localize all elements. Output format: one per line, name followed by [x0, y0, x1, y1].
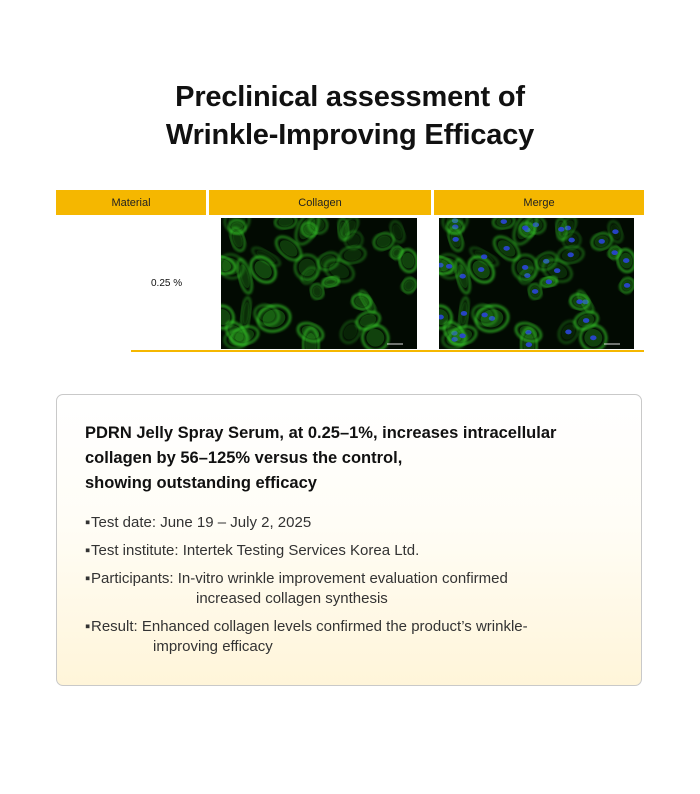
results-table — [56, 190, 644, 354]
title-line-1: Preclinical assessment of — [175, 81, 525, 113]
header-merge: Merge — [434, 190, 644, 215]
cell-nucleus — [558, 227, 564, 232]
bullet-marker: ▪ — [85, 514, 91, 531]
bullet-continuation: improving efficacy — [153, 638, 273, 655]
bullet-label: Result: — [91, 618, 142, 635]
cell-nucleus — [590, 335, 596, 340]
bullet-label: Participants: — [91, 570, 178, 587]
cell-nucleus — [623, 258, 629, 263]
cell-nucleus — [446, 264, 452, 269]
table-bottom-rule — [131, 350, 644, 352]
test-details-list — [85, 513, 625, 665]
bullet-text: Intertek Testing Services Korea Ltd. — [182, 542, 420, 559]
bullet-result — [85, 617, 625, 657]
cell-nucleus — [554, 268, 560, 273]
cell-nucleus — [478, 267, 484, 272]
cell-nucleus — [611, 250, 617, 255]
cell-nucleus — [612, 229, 618, 234]
bullet-text: Enhanced collagen levels confirmed the product’s wrinkle- — [141, 618, 528, 635]
cell-nucleus — [503, 246, 509, 251]
merge-fluorescence-image — [439, 218, 634, 349]
cell-nucleus — [567, 252, 573, 257]
cell-nucleus — [568, 238, 574, 243]
header-collagen: Collagen — [209, 190, 431, 215]
bullet-test-institute — [85, 541, 625, 561]
collagen-fluorescence-image — [221, 218, 417, 349]
cell-nucleus — [546, 279, 552, 284]
headline-line-3: showing outstanding efficacy — [85, 474, 317, 492]
cell-nucleus — [481, 313, 487, 318]
page-title — [0, 78, 700, 154]
bullet-marker: ▪ — [85, 618, 91, 635]
cell-nucleus — [599, 239, 605, 244]
material-concentration: 0.25 % — [151, 278, 183, 289]
bullet-marker: ▪ — [85, 542, 91, 559]
bullet-label: Test institute: — [91, 542, 183, 559]
cell-nucleus — [576, 299, 582, 304]
title-line-2: Wrinkle-Improving Efficacy — [165, 119, 535, 151]
bullet-text: In-vitro wrinkle improvement evaluation confirmed — [177, 570, 508, 587]
cell-nucleus — [461, 311, 467, 316]
headline-line-1: PDRN Jelly Spray Serum, at 0.25–1%, increases intracellular — [85, 424, 557, 442]
headline-line-2: collagen by 56–125% versus the control, — [85, 449, 403, 467]
bullet-label: Test date: — [91, 514, 161, 531]
summary-card — [56, 394, 642, 686]
cell-nucleus — [459, 333, 465, 338]
cell-nucleus — [583, 318, 589, 323]
cell-nucleus — [522, 265, 528, 270]
cell-nucleus — [481, 254, 487, 259]
cell-nucleus — [526, 342, 532, 347]
summary-headline — [85, 421, 615, 496]
cell-nucleus — [532, 289, 538, 294]
cell-nucleus — [522, 225, 528, 230]
bullet-participants — [85, 569, 625, 609]
cell-nucleus — [452, 237, 458, 242]
bullet-test-date — [85, 513, 625, 533]
bullet-text: June 19 – July 2, 2025 — [160, 514, 312, 531]
bullet-continuation: increased collagen synthesis — [196, 590, 388, 607]
bullet-marker: ▪ — [85, 570, 91, 587]
header-material: Material — [56, 190, 206, 215]
cell-nucleus — [624, 283, 630, 288]
cell-nucleus — [501, 219, 507, 224]
cell-nucleus — [565, 330, 571, 335]
